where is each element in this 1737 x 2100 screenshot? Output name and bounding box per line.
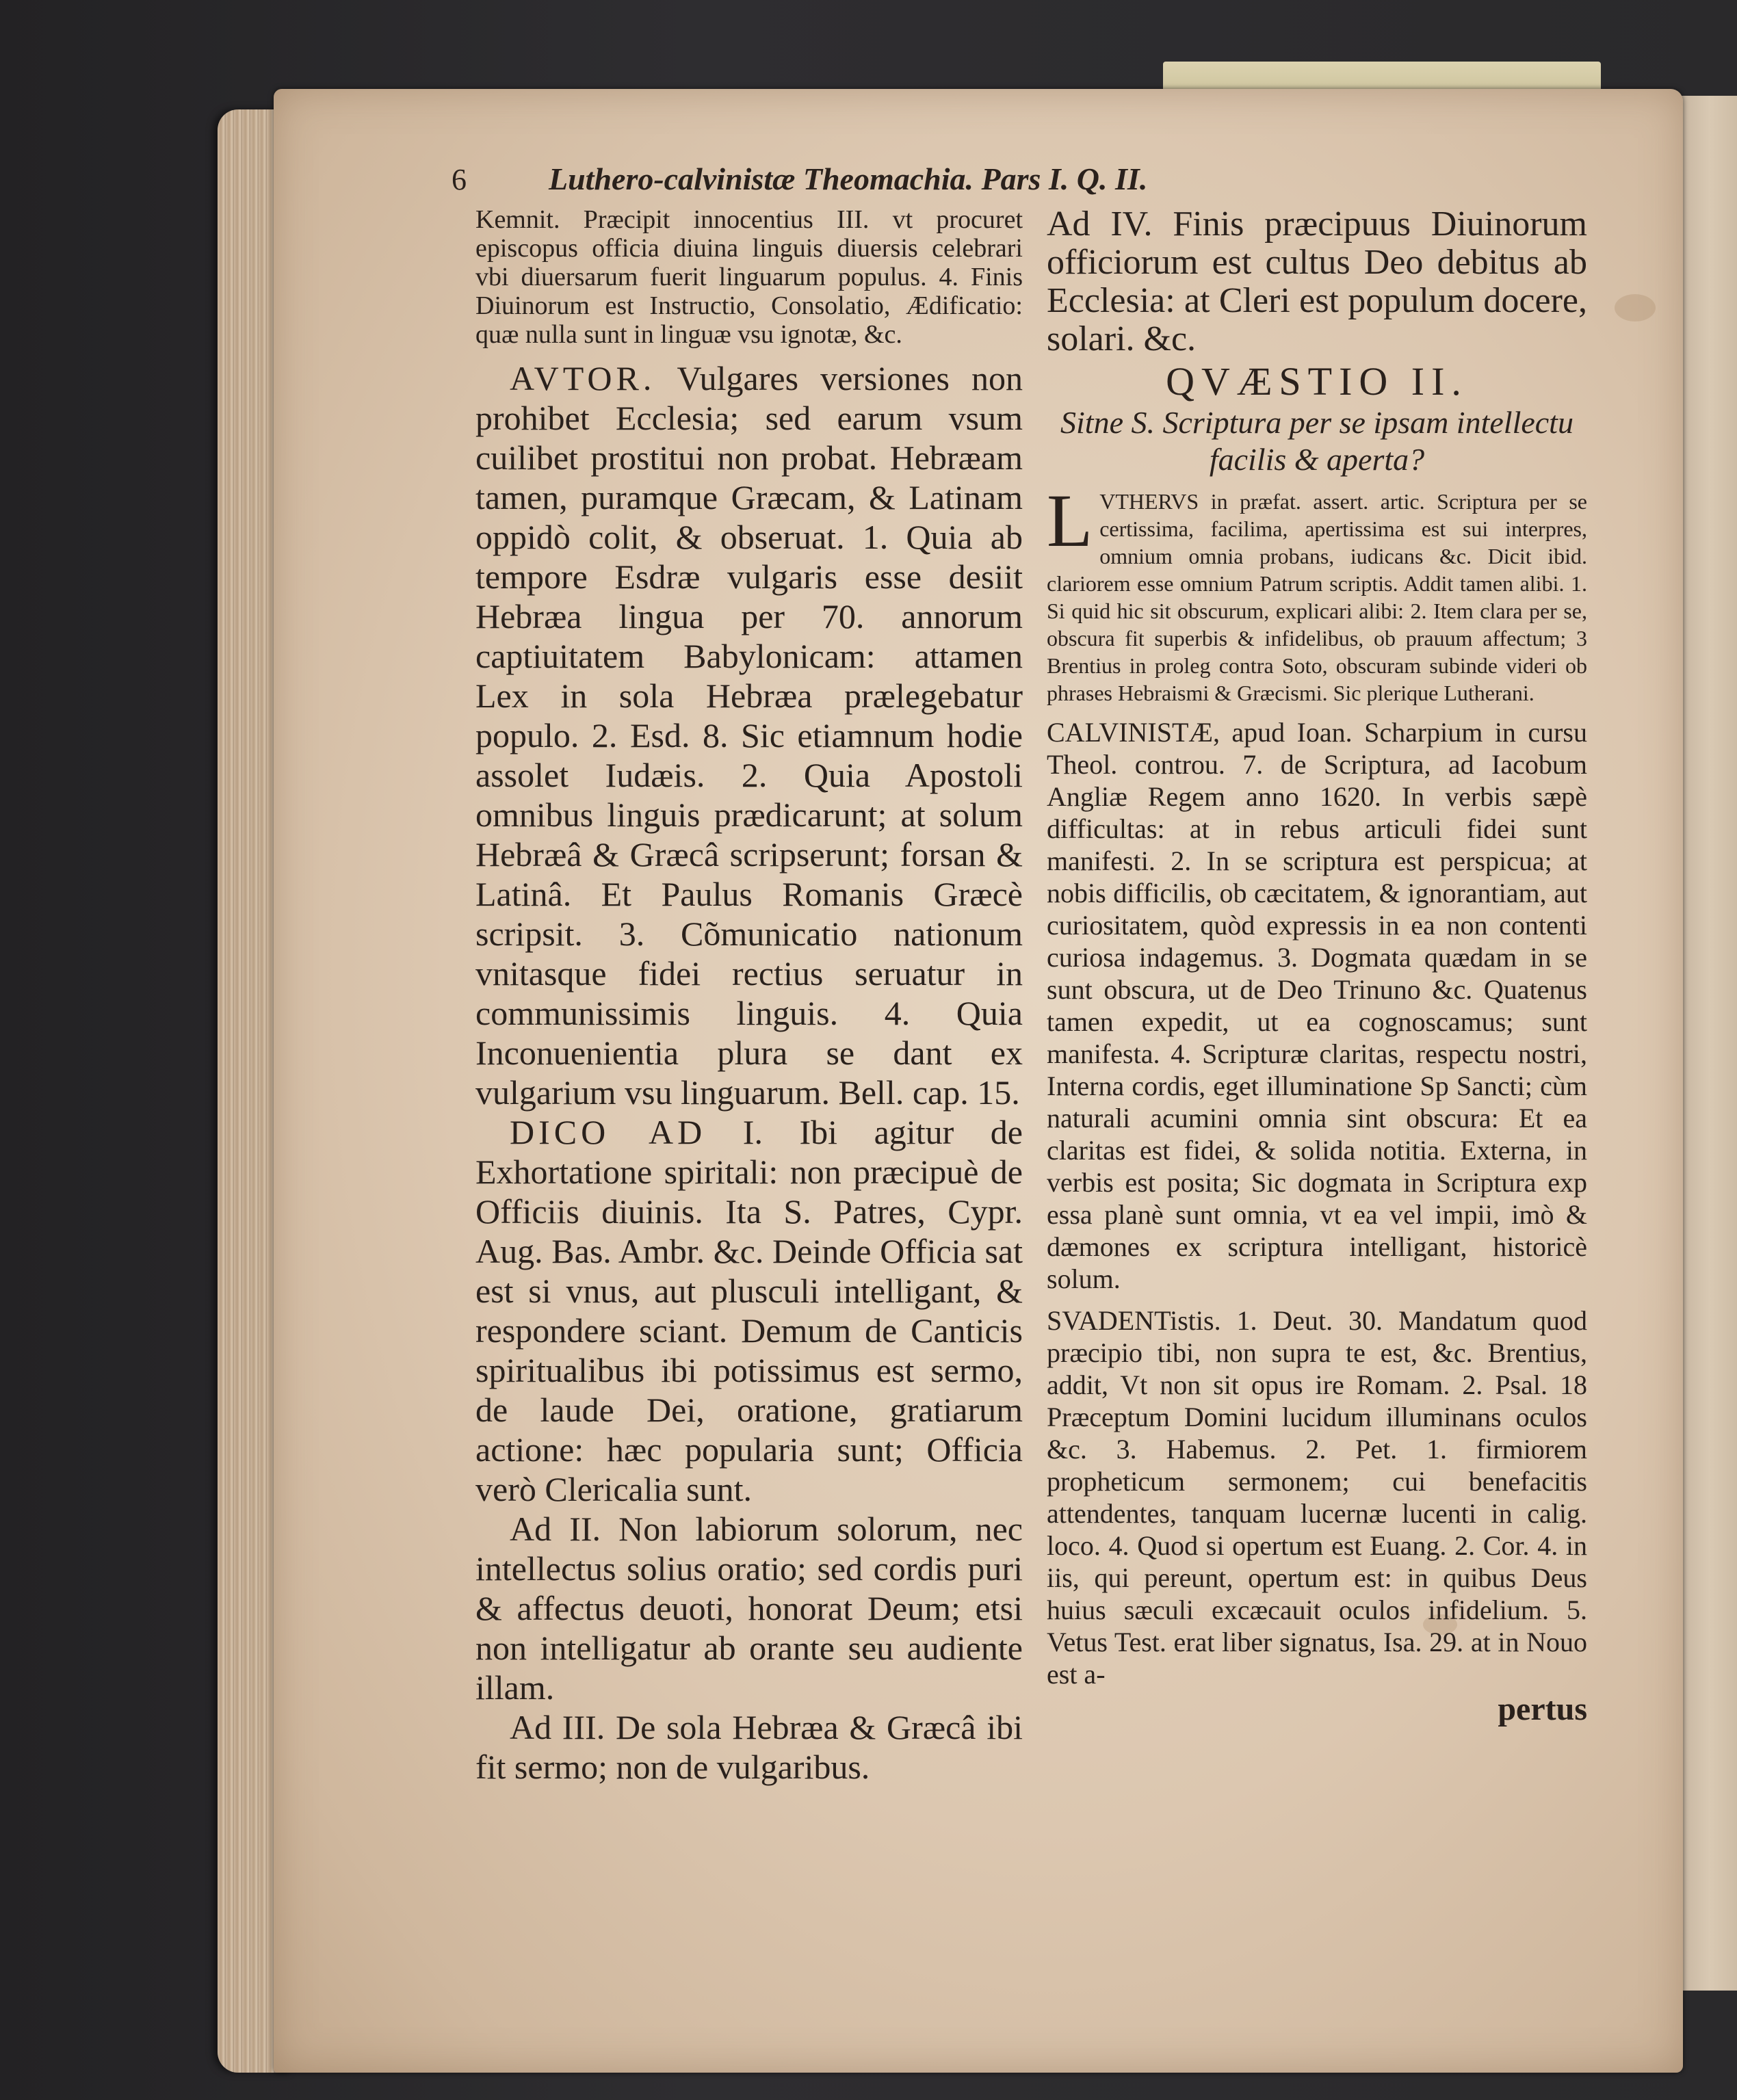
- drop-cap: L: [1047, 479, 1093, 562]
- dico-text: I. Ibi agitur de Exhortatione spiritali: non præcipuè de Officiis diuinis. Ita S. Patres, Cypr. Aug. Bas. Ambr. &c. Deinde Officia sat est si vnus, aut plusculi intelligant, & respondere sciant. Demum de Canticis spiritualibus ibi potissimus est sermo, de laude Dei, oratione, gratiarum actione: hæc popularia sunt; Officia verò Clericalia sunt.: [475, 1113, 1023, 1508]
- autor-text: Vulgares versiones non prohibet Ecclesia; sed earum vsum cuilibet prostitui non probat. Hebræam tamen, puramque Græcam, & Latinam oppidò colit, & obseruat. 1. Quia ab tempore Esdræ vulgaris esse desiit Hebræa lingua per 70. annorum captiuitatem Babylonicam: attamen Lex in sola Hebræa prælegebatur populo. 2. Esd. 8. Sic etiamnum hodie assolet Iudæis. 2. Quia Apostoli omnibus linguis prædicarunt; at solum Hebræâ & Græcâ scripserunt; forsan & Latinâ. Et Paulus Romanis Græcè scripsit. 3. Cõmunicatio nationum vnitasque fidei rectius seruatur in communissimis linguis. 4. Quia Inconuenientia plura se dant ex vulgarium vsu linguarum. Bell. cap. 15.: [475, 359, 1023, 1112]
- paragraph-ad3: [475, 1707, 1023, 1787]
- autor-label: AVTOR.: [510, 359, 656, 397]
- ad3-text: Ad III. De sola Hebræa & Græcâ ibi fit sermo; non de vulgaribus.: [475, 1708, 1023, 1786]
- paragraph-dico: [475, 1112, 1023, 1509]
- running-header: [452, 161, 1389, 197]
- catchword: pertus: [1498, 1691, 1587, 1727]
- paragraph-autor: [475, 358, 1023, 1112]
- quaestio-title: Sitne S. Scriptura per se ipsam intellectu facilis & aperta?: [1060, 405, 1573, 477]
- running-title: Luthero-calvinistæ Theomachia. Pars I. Q. II.: [549, 161, 1148, 196]
- right-column: [1047, 205, 1587, 1728]
- page-number: 6: [452, 163, 467, 196]
- dico-label: DICO AD: [510, 1113, 707, 1151]
- lutherus-text: VTHERVS in præfat. assert. artic. Scriptura per se certissima, facilima, apertissima est sui interpres, omnium omnia probans, iudicans &c. Dicit ibid. clariorem esse omnium Patrum scriptis. Addit tamen alibi. 1. Si quid hic sit obscurum, explicari alibi: 2. Item clara per se, obscura fit superbis & infidelibus, ob prauum affectum; 3 Brentius in proleg contra Soto, obscuram subinde videri ob phrases Hebraismi & Græcismi. Sic plerique Lutherani.: [1047, 489, 1587, 705]
- paragraph-lead: Kemnit. Præcipit innocentius III. vt procuret episcopus officia diuina linguis diuersis celebrari vbi diuersarum fuerit linguarum populus. 4. Finis Diuinorum est Instructio, Consolatio, Ædificatio: quæ nulla sunt in linguæ vsu ignotæ, &c.: [475, 205, 1023, 349]
- paragraph-ad4: Ad IV. Finis præcipuus Diuinorum officiorum est cultus Deo debitus ab Ecclesia: at Cleri est populum docere, solari. &c.: [1047, 205, 1587, 358]
- paragraph-suadentistis: SVADENTistis. 1. Deut. 30. Mandatum quod præcipio tibi, non supra te est, &c. Brentius, addit, Vt non sit opus ire Romam. 2. Psal. 18 Præceptum Domini lucidum illuminans oculos &c. 3. Habemus. 2. Pet. 1. firmiorem propheticum sermonem; cui benefacitis attendentes, tanquam lucernæ lucenti in calig. loco. 4. Quod si opertum est Euang. 2. Cor. 4. in iis, qui pereunt, opertum est: in quibus Deus huius sæculi excæcauit oculos infidelium. 5. Vetus Test. erat liber signatus, Isa. 29. at in Nouo est a-: [1047, 1305, 1587, 1690]
- paragraph-calvinistae: CALVINISTÆ, apud Ioan. Scharpium in cursu Theol. controu. 7. de Scriptura, ad Iacobum Angliæ Regem anno 1620. In verbis sæpè difficultas: at in rebus articuli fidei sunt manifesti. 2. In se scriptura est perspicua; at nobis difficilis, ob cæcitatem, & ignorantiam, aut curiositatem, quòd expressis in ea non contenti curiosa indagemus. 3. Dogmata quædam in se sunt obscura, ut de Deo Trinuno &c. Quatenus tamen expedit, ut ea cognoscamus; sunt manifesta. 4. Scripturæ claritas, respectu nostri, Interna cordis, eget illuminatione Sp Sancti; cùm naturali acumini omnia sint obscura: Et ea claritas est fidei, & solida notitia. Externa, in verbis est posita; Sic dogmata in Scriptura exp essa planè sunt omnia, vt ea vel impii, imò & dæmones ex scriptura intelligant, historicè solum.: [1047, 717, 1587, 1294]
- left-column: [475, 205, 1023, 1787]
- paragraph-ad2: [475, 1509, 1023, 1707]
- paragraph-lutherus: [1047, 479, 1587, 707]
- quaestio-heading: QVÆSTIO II.: [1166, 359, 1468, 404]
- ad2-text: Ad II. Non labiorum solorum, nec intellectus solius oratio; sed cordis puri & affectus deuoti, honorat Deum; etsi non intelligatur ab orante seu audiente illam.: [475, 1510, 1023, 1707]
- stain: [1615, 294, 1656, 321]
